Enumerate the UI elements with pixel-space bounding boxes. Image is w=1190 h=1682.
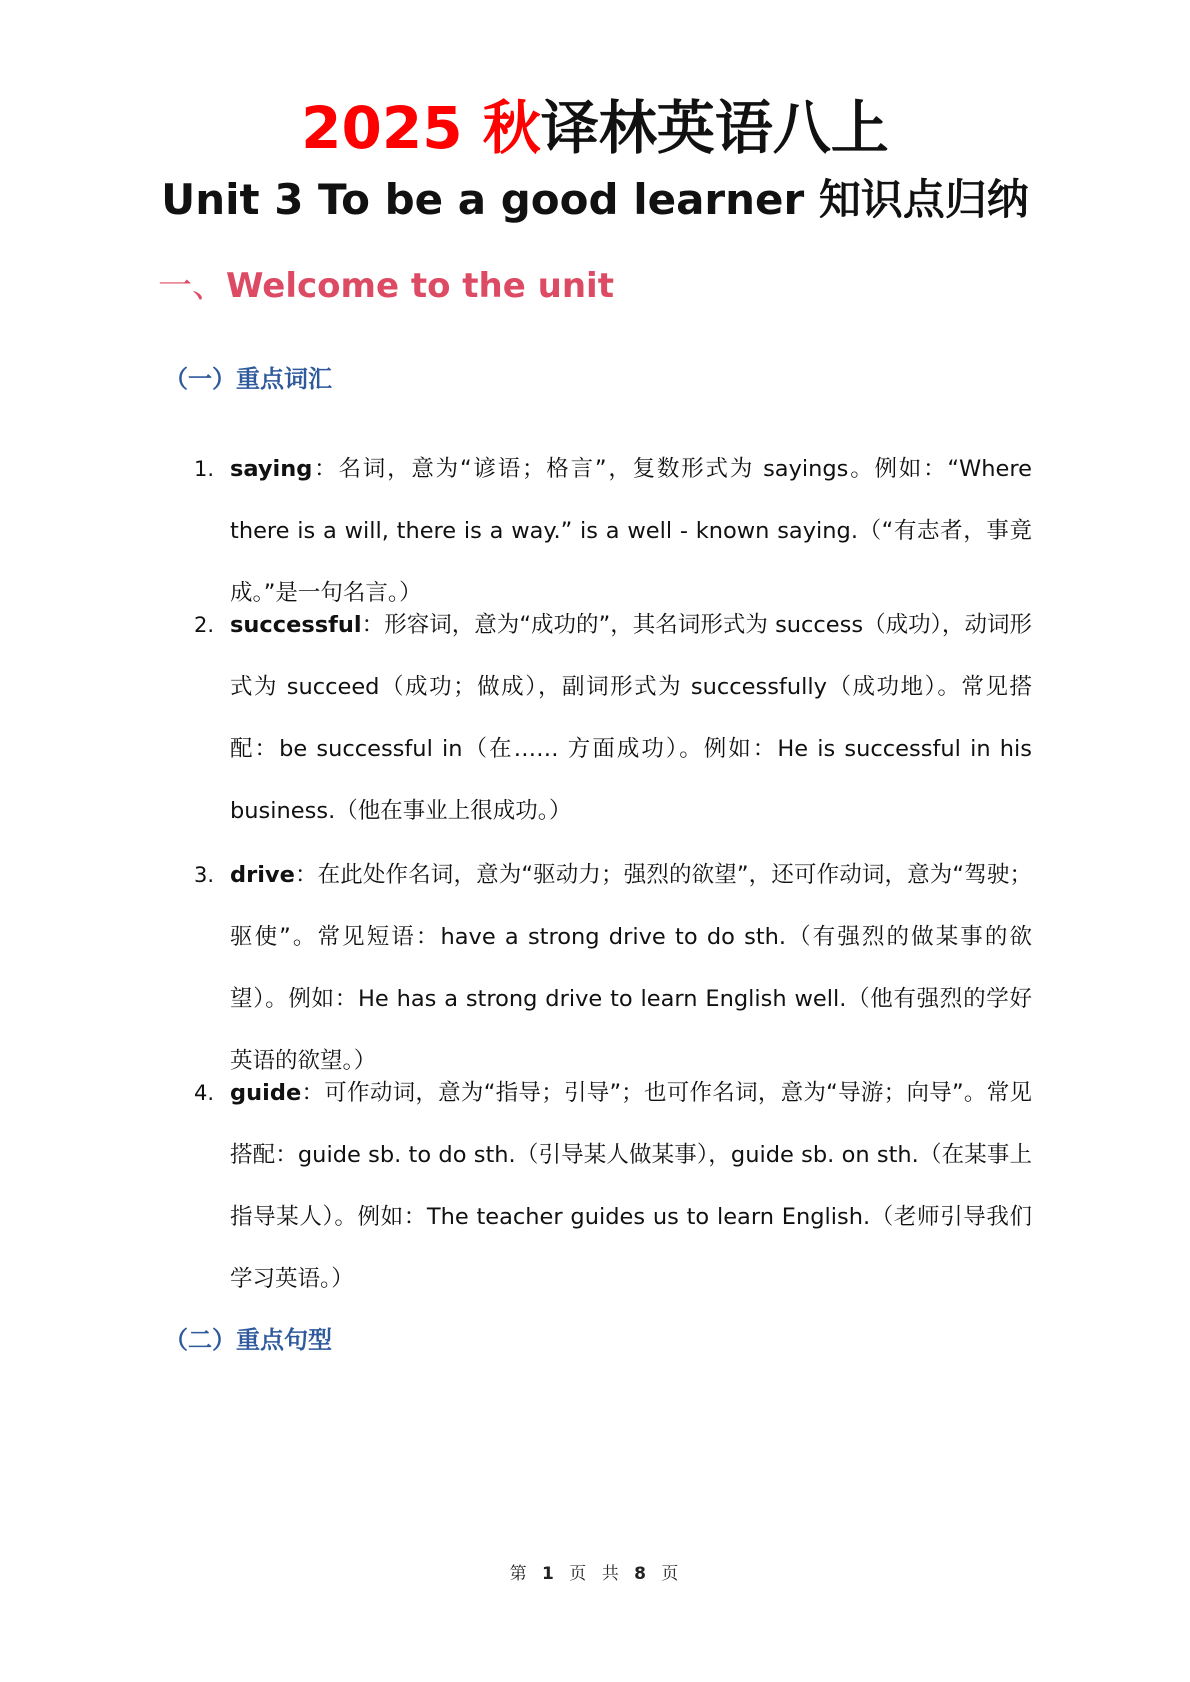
- footer-prefix: 第: [509, 1564, 529, 1584]
- section-index: 一、: [158, 266, 226, 306]
- page-subtitle: [0, 170, 1190, 230]
- vocab-list: [0, 438, 1190, 1292]
- footer-total-pages: 8: [634, 1564, 648, 1584]
- title-rest: 译林英语八上: [540, 94, 889, 162]
- title-year: 2025 秋: [301, 94, 541, 162]
- subtitle-english: Unit 3 To be a good learner: [161, 175, 805, 224]
- list-item: [194, 1062, 1032, 1292]
- list-item: [194, 438, 1032, 606]
- footer-page-number: 1: [542, 1564, 556, 1584]
- item-number: 3.: [194, 863, 215, 887]
- item-number: 4.: [194, 1081, 215, 1105]
- subsection-sentences-heading: （二）重点句型: [164, 1326, 332, 1354]
- item-word: guide: [230, 1080, 302, 1106]
- item-text: ：名词，意为“谚语；格言”，复数形式为 sayings。例如：“Where there is a will, there is a way.” is a well - known saying.（“有志者，事竟成。”是一句名言。）: [230, 456, 1032, 606]
- footer-suffix: 页: [661, 1564, 681, 1584]
- page-footer: [0, 1562, 1190, 1586]
- subsection-vocab-heading: （一）重点词汇: [164, 365, 332, 393]
- item-number: 2.: [194, 613, 215, 637]
- item-number: 1.: [194, 457, 215, 481]
- section-heading: [158, 262, 614, 310]
- footer-middle: 页 共: [569, 1564, 621, 1584]
- item-text: ：可作动词，意为“指导；引导”；也可作名词，意为“导游；向导”。常见搭配：guide sb. to do sth.（引导某人做某事），guide sb. on sth.（在某事上指导某人）。例如：The teacher guides us to learn English.（老师引导我们学习英语。）: [230, 1080, 1032, 1292]
- page-title: [0, 92, 1190, 164]
- item-text: ：在此处作名词，意为“驱动力；强烈的欲望”，还可作动词，意为“驾驶；驱使”。常见短语：have a strong drive to do sth.（有强烈的做某事的欲望）。例如：He has a strong drive to learn English well.（他有强烈的学好英语的欲望。）: [230, 862, 1032, 1074]
- item-word: drive: [230, 862, 295, 888]
- list-item: [194, 844, 1032, 1074]
- section-title: Welcome to the unit: [226, 266, 614, 306]
- item-word: successful: [230, 612, 362, 638]
- item-word: saying: [230, 456, 313, 482]
- list-item: [194, 594, 1032, 844]
- subtitle-chinese: 知识点归纳: [818, 175, 1029, 224]
- item-text: ：形容词，意为“成功的”，其名词形式为 success（成功），动词形式为 succeed（成功；做成），副词形式为 successfully（成功地）。常见搭配：be successful in（在…… 方面成功）。例如：He is successful in his business.（他在事业上很成功。）: [230, 612, 1032, 824]
